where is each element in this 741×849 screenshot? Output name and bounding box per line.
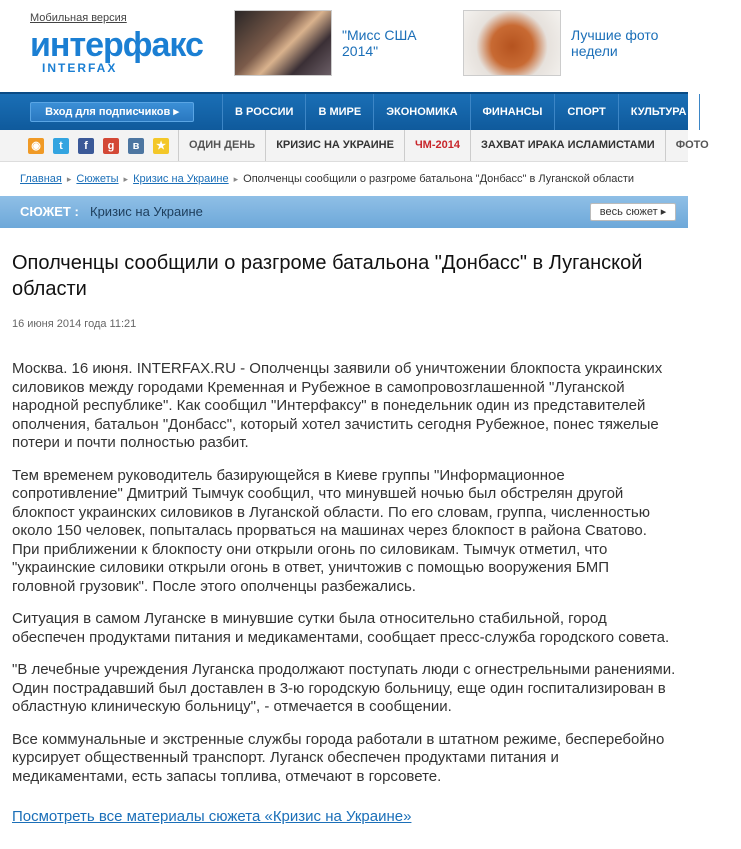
breadcrumb-stories[interactable]: Сюжеты — [76, 173, 119, 185]
nav-item-russia[interactable]: В РОССИИ — [222, 94, 305, 130]
logo-main-text: интерфакс — [30, 26, 203, 64]
interfax-logo[interactable] — [30, 28, 203, 74]
article-paragraph: Все коммунальные и экстренные службы города работали в штатном режиме, бесперебойно курсирует общественный транспорт. Луганск обеспечен продуктами питания и медикаментами, есть запасы топлива, отмечают в горсовете. — [12, 730, 665, 785]
article-date: 16 июня 2014 года 11:21 — [12, 318, 137, 330]
article-title: Ополченцы сообщили о разгроме батальона "Донбасс" в Луганской области — [12, 252, 643, 300]
story-materials-link[interactable]: Посмотреть все материалы сюжета «Кризис на Украине» — [12, 808, 412, 825]
nav-item-moscow[interactable]: МО — [699, 94, 741, 130]
topic-world-cup[interactable]: ЧМ-2014 — [404, 130, 470, 161]
breadcrumb-separator-icon: ▸ — [123, 174, 129, 184]
all-story-button[interactable]: весь сюжет ▸ — [590, 203, 676, 221]
breadcrumb-current: Ополченцы сообщили о разгроме батальона "Донбасс" в Луганской области — [243, 173, 635, 185]
google-plus-icon[interactable]: g — [103, 138, 119, 154]
mobile-version-link[interactable]: Мобильная версия — [30, 12, 127, 24]
logo-sub-text: INTERFAX — [42, 61, 118, 75]
topic-one-day[interactable]: ОДИН ДЕНЬ — [178, 130, 265, 161]
article-paragraph: Ситуация в самом Луганске в минувшие сутки была относительно стабильной, город обеспечен продуктами питания и медикаментами, сообщает пресс-служба городского совета. — [12, 610, 670, 646]
breadcrumb-separator-icon: ▸ — [66, 174, 72, 184]
nav-item-sport[interactable]: СПОРТ — [554, 94, 617, 130]
twitter-icon[interactable]: t — [53, 138, 69, 154]
breadcrumb-separator-icon: ▸ — [233, 174, 239, 184]
nav-item-world[interactable]: В МИРЕ — [305, 94, 373, 130]
rss-icon[interactable]: ◉ — [28, 138, 44, 154]
breadcrumb-ukraine-crisis[interactable]: Кризис на Украине — [133, 173, 229, 185]
site-header — [0, 0, 688, 92]
promo-image[interactable] — [234, 10, 332, 76]
facebook-icon[interactable]: f — [78, 138, 94, 154]
story-bar — [0, 196, 688, 228]
story-label: СЮЖЕТ : — [20, 204, 79, 219]
promo-image[interactable] — [463, 10, 561, 76]
promo-link[interactable]: Лучшие фото недели — [571, 27, 659, 59]
vk-icon[interactable]: в — [128, 138, 144, 154]
topic-ukraine-crisis[interactable]: КРИЗИС НА УКРАИНЕ — [265, 130, 404, 161]
nav-item-finance[interactable]: ФИНАНСЫ — [470, 94, 555, 130]
topic-nav — [178, 130, 719, 161]
topic-iraq[interactable]: ЗАХВАТ ИРАКА ИСЛАМИСТАМИ — [470, 130, 665, 161]
nav-item-culture[interactable]: КУЛЬТУРА — [618, 94, 699, 130]
subscriber-login-button[interactable]: Вход для подписчиков ▸ — [30, 102, 194, 122]
breadcrumb — [20, 173, 634, 185]
promo-link[interactable]: "Мисс США 2014" — [342, 27, 417, 59]
article-paragraph: "В лечебные учреждения Луганска продолжают поступать люди с огнестрельными ранениями. Один пострадавший был доставлен в 3-ю городскую больницу, еще один госпитализирован в областную клиническую больницу", - отмечается в сообщении. — [12, 661, 676, 715]
article-body — [12, 360, 676, 800]
star-icon[interactable]: ★ — [153, 138, 169, 154]
breadcrumb-home[interactable]: Главная — [20, 173, 62, 185]
promo-miss-usa[interactable] — [234, 10, 452, 76]
social-icons — [28, 138, 169, 154]
main-navbar — [0, 92, 730, 130]
story-name[interactable]: Кризис на Украине — [90, 204, 203, 219]
topic-photo[interactable]: ФОТО — [665, 130, 719, 161]
article-paragraph: Москва. 16 июня. INTERFAX.RU - Ополченцы заявили об уничтожении блокпоста украинских силовиков между городами Кременная и Рубежное в самопровозглашенной "Луганской народной республике". Как сообщил "Интерфаксу" в понедельник один из представителей ополчения, батальон "Донбасс", который хотел зачистить сегодня Рубежное, понес тяжелые потери и почти полностью разбит. — [12, 360, 663, 451]
nav-item-economy[interactable]: ЭКОНОМИКА — [373, 94, 469, 130]
promo-best-photos[interactable] — [463, 10, 681, 76]
secondary-bar — [0, 130, 709, 162]
main-nav — [222, 94, 741, 130]
article-paragraph: Тем временем руководитель базирующейся в Киеве группы "Информационное сопротивление" Дмитрий Тымчук сообщил, что минувшей ночью был обстрелян другой блокпост украинских силовиков в Луганской области. По его словам, группа, численностью около 150 человек, попыталась прорваться на машинах через блокпост в района Сватово. При приближении к блокпосту они открыли огонь по силовикам. Тымчук отметил, что "украинские силовики открыли огонь в ответ, уничтожив с помощью вооружения БМП головной грузовик". После этого ополченцы разбежались. — [12, 466, 650, 595]
